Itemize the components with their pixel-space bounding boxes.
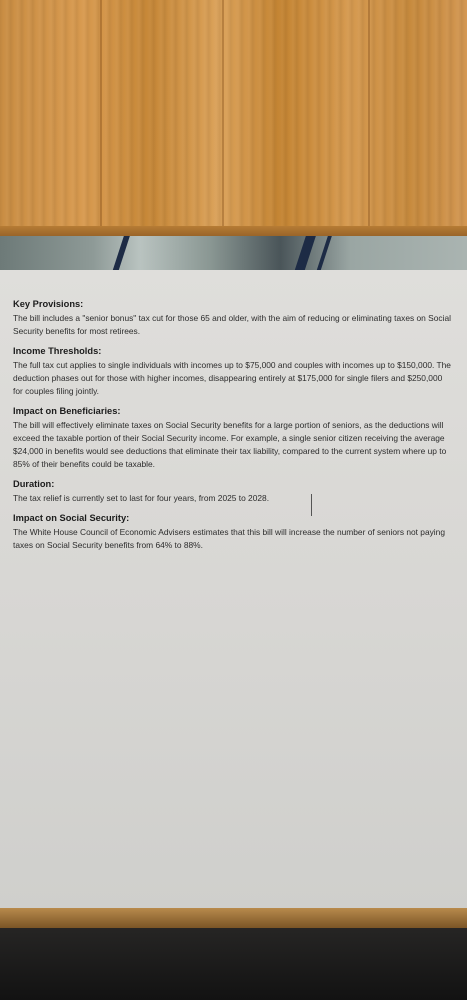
section-body-income-thresholds: The full tax cut applies to single individuals with incomes up to $75,000 and couples with incomes up to $150,000. The deduction phases out for those with higher incomes, disappearing entirely at $175,000 for single filers and $250,000 for couples filing jointly. xyxy=(13,360,451,396)
document-body xyxy=(13,299,453,560)
wood-seam xyxy=(222,0,224,238)
text-cursor-mark xyxy=(311,494,312,516)
section-heading-impact-social-security: Impact on Social Security: xyxy=(13,513,130,523)
section-heading-income-thresholds: Income Thresholds: xyxy=(13,346,102,356)
section-heading-duration: Duration: xyxy=(13,479,55,489)
section-body-impact-social-security: The White House Council of Economic Advisers estimates that this bill will increase the number of seniors not paying taxes on Social Security benefits from 64% to 88%. xyxy=(13,527,445,550)
section-body-impact-beneficiaries: The bill will effectively eliminate taxes on Social Security benefits for a large portion of seniors, as the deductions will exceed the taxable portion of their Social Security income. For example, a single senior citizen receiving the average $24,000 in benefits would see deductions that eliminate their tax liability, compared to the current system where up to 85% of their benefits could be taxable. xyxy=(13,420,447,469)
wood-tabletop xyxy=(0,0,467,238)
dark-floor xyxy=(0,928,467,1000)
paint-stroke xyxy=(294,236,316,272)
paint-stroke xyxy=(316,236,332,272)
photo-backdrop-strip xyxy=(0,236,467,272)
section-heading-impact-beneficiaries: Impact on Beneficiaries: xyxy=(13,406,121,416)
section-body-duration: The tax relief is currently set to last for four years, from 2025 to 2028. xyxy=(13,493,270,503)
wood-bottom-edge xyxy=(0,908,467,928)
wood-seam xyxy=(100,0,102,238)
section-body-key-provisions: The bill includes a "senior bonus" tax cut for those 65 and older, with the aim of reducing or eliminating taxes on Social Security benefits for most retirees. xyxy=(13,313,451,336)
printed-page xyxy=(0,270,467,910)
wood-seam xyxy=(368,0,370,238)
section-heading-key-provisions: Key Provisions: xyxy=(13,299,84,309)
paint-stroke xyxy=(112,236,130,272)
